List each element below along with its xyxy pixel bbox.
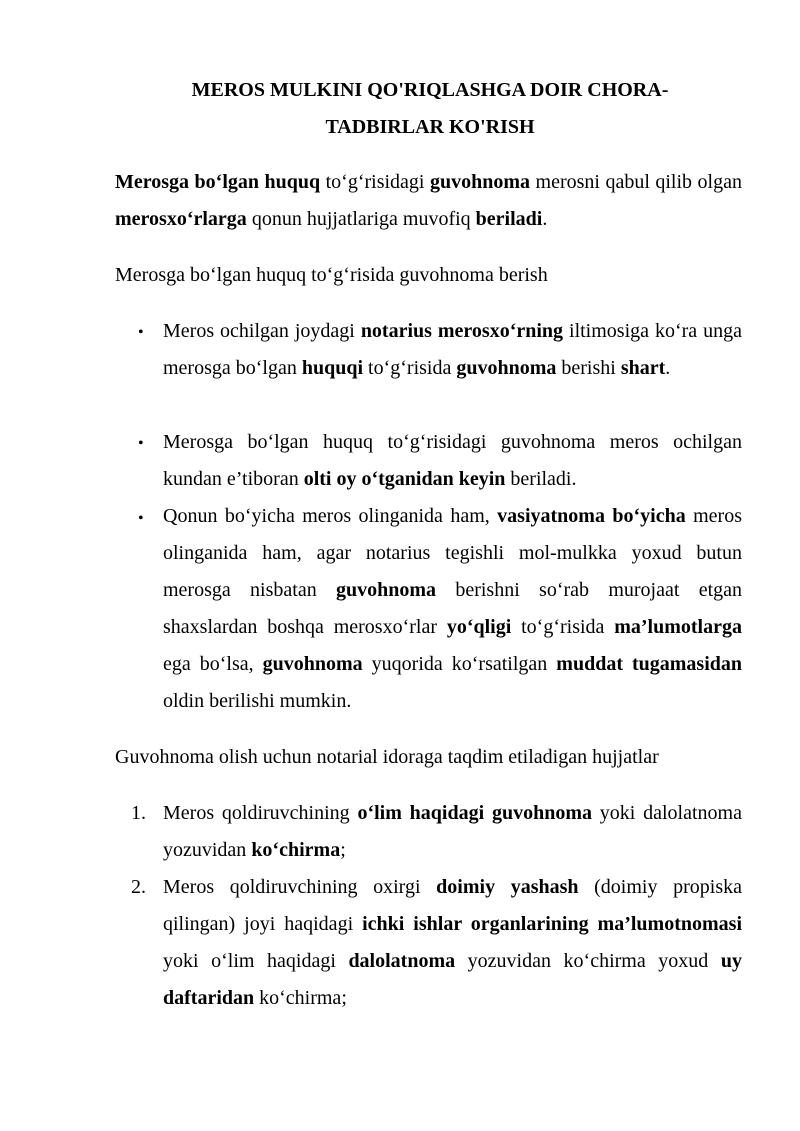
title-line-1: MEROS MULKINI QO'RIQLASHGA DOIR CHORA- [191,79,669,101]
text-run: Meros qoldiruvchining oxirgi [163,876,437,898]
bold-term: guvohnoma [336,579,437,601]
text-run: Meros qoldiruvchining [163,802,358,824]
bold-term: vasiyatnoma bo‘yicha [497,505,686,527]
list-item [163,498,742,720]
bold-term: muddat tugamasidan [556,653,743,675]
title-line-2: TADBIRLAR KO'RISH [325,116,535,138]
bold-term: notarius merosxo‘rning [360,320,564,342]
bold-term: ma’lumotlarga [614,616,742,638]
intro-paragraph [115,164,742,238]
bold-term: yo‘qligi [446,616,512,638]
text-run: ; [340,839,346,861]
list-item [163,869,742,1017]
text-run: qonun hujjatlariga muvofiq [246,208,476,230]
bold-term: uy daftaridan [163,950,742,1009]
bold-term: dalolatnoma [348,950,456,972]
list-number: 2. [131,876,146,898]
text-run: beriladi. [505,468,577,490]
bold-term: o‘lim haqidagi guvohnoma [357,802,592,824]
bullet-marker: • [138,510,144,527]
document-title [110,72,750,146]
bold-term: guvohnoma [429,171,531,193]
bold-term: guvohnoma [456,357,557,379]
bold-term: merosxo‘rlarga [115,208,247,230]
text-run: Meros ochilgan joydagi [163,320,361,342]
section-heading-2: Guvohnoma olish uchun notarial idoraga taqdim etiladigan hujjatlar [115,746,659,768]
list-item [163,313,742,387]
text-run: iltimosiga ko‘ra unga merosga bo‘lgan [163,320,742,379]
text-run: (doimiy propiska qilingan) joyi haqidagi [163,876,742,935]
text-run: Merosga bo‘lgan huquq to‘g‘risidagi guvohnoma meros ochilgan kundan e’tiboran [163,431,742,490]
bold-term: doimiy yashash [436,876,579,898]
text-run: . [665,357,671,379]
text-run: berishi [556,357,621,379]
bold-term: ko‘chirma [251,839,341,861]
list-number: 1. [131,802,146,824]
text-run: yoki dalolatnoma yozuvidan [163,802,742,861]
bold-term: ichki ishlar organlarining ma’lumotnomasi [362,913,742,935]
bold-term: beriladi [475,208,543,230]
text-run: Qonun bo‘yicha meros olinganida ham, [163,505,498,527]
text-run: ega bo‘lsa, [163,653,263,675]
text-run: ko‘chirma; [254,987,347,1009]
text-run: yozuvidan ko‘chirma yoxud [455,950,721,972]
bold-term: huquqi [301,357,364,379]
bullet-marker: • [138,324,144,341]
text-run: yoki o‘lim haqidagi [163,950,349,972]
text-run: meros olinganida ham, agar notarius tegishli mol-mulkka yoxud butun merosga nisbatan [163,505,742,601]
text-run: to‘g‘risida [511,616,615,638]
bold-term: shart [620,357,666,379]
text-run: berishni so‘rab murojaat etgan shaxslardan boshqa merosxo‘rlar [163,579,743,638]
section-heading-1: Merosga bo‘lgan huquq to‘g‘risida guvohnoma berish [115,264,548,286]
text-run: oldin berilishi mumkin. [163,690,352,712]
text-run: . [542,208,548,230]
bold-term: guvohnoma [262,653,363,675]
bold-term: Merosga bo‘lgan huquq [115,171,321,193]
text-run: yuqorida ko‘rsatilgan [362,653,557,675]
bold-term: olti oy o‘tganidan keyin [303,468,506,490]
text-run: to‘g‘risida [363,357,457,379]
text-run: merosni qabul qilib olgan [530,171,742,193]
list-item [163,795,742,869]
bullet-marker: • [138,435,144,452]
text-run: to‘g‘risidagi [320,171,430,193]
list-item [163,424,742,498]
